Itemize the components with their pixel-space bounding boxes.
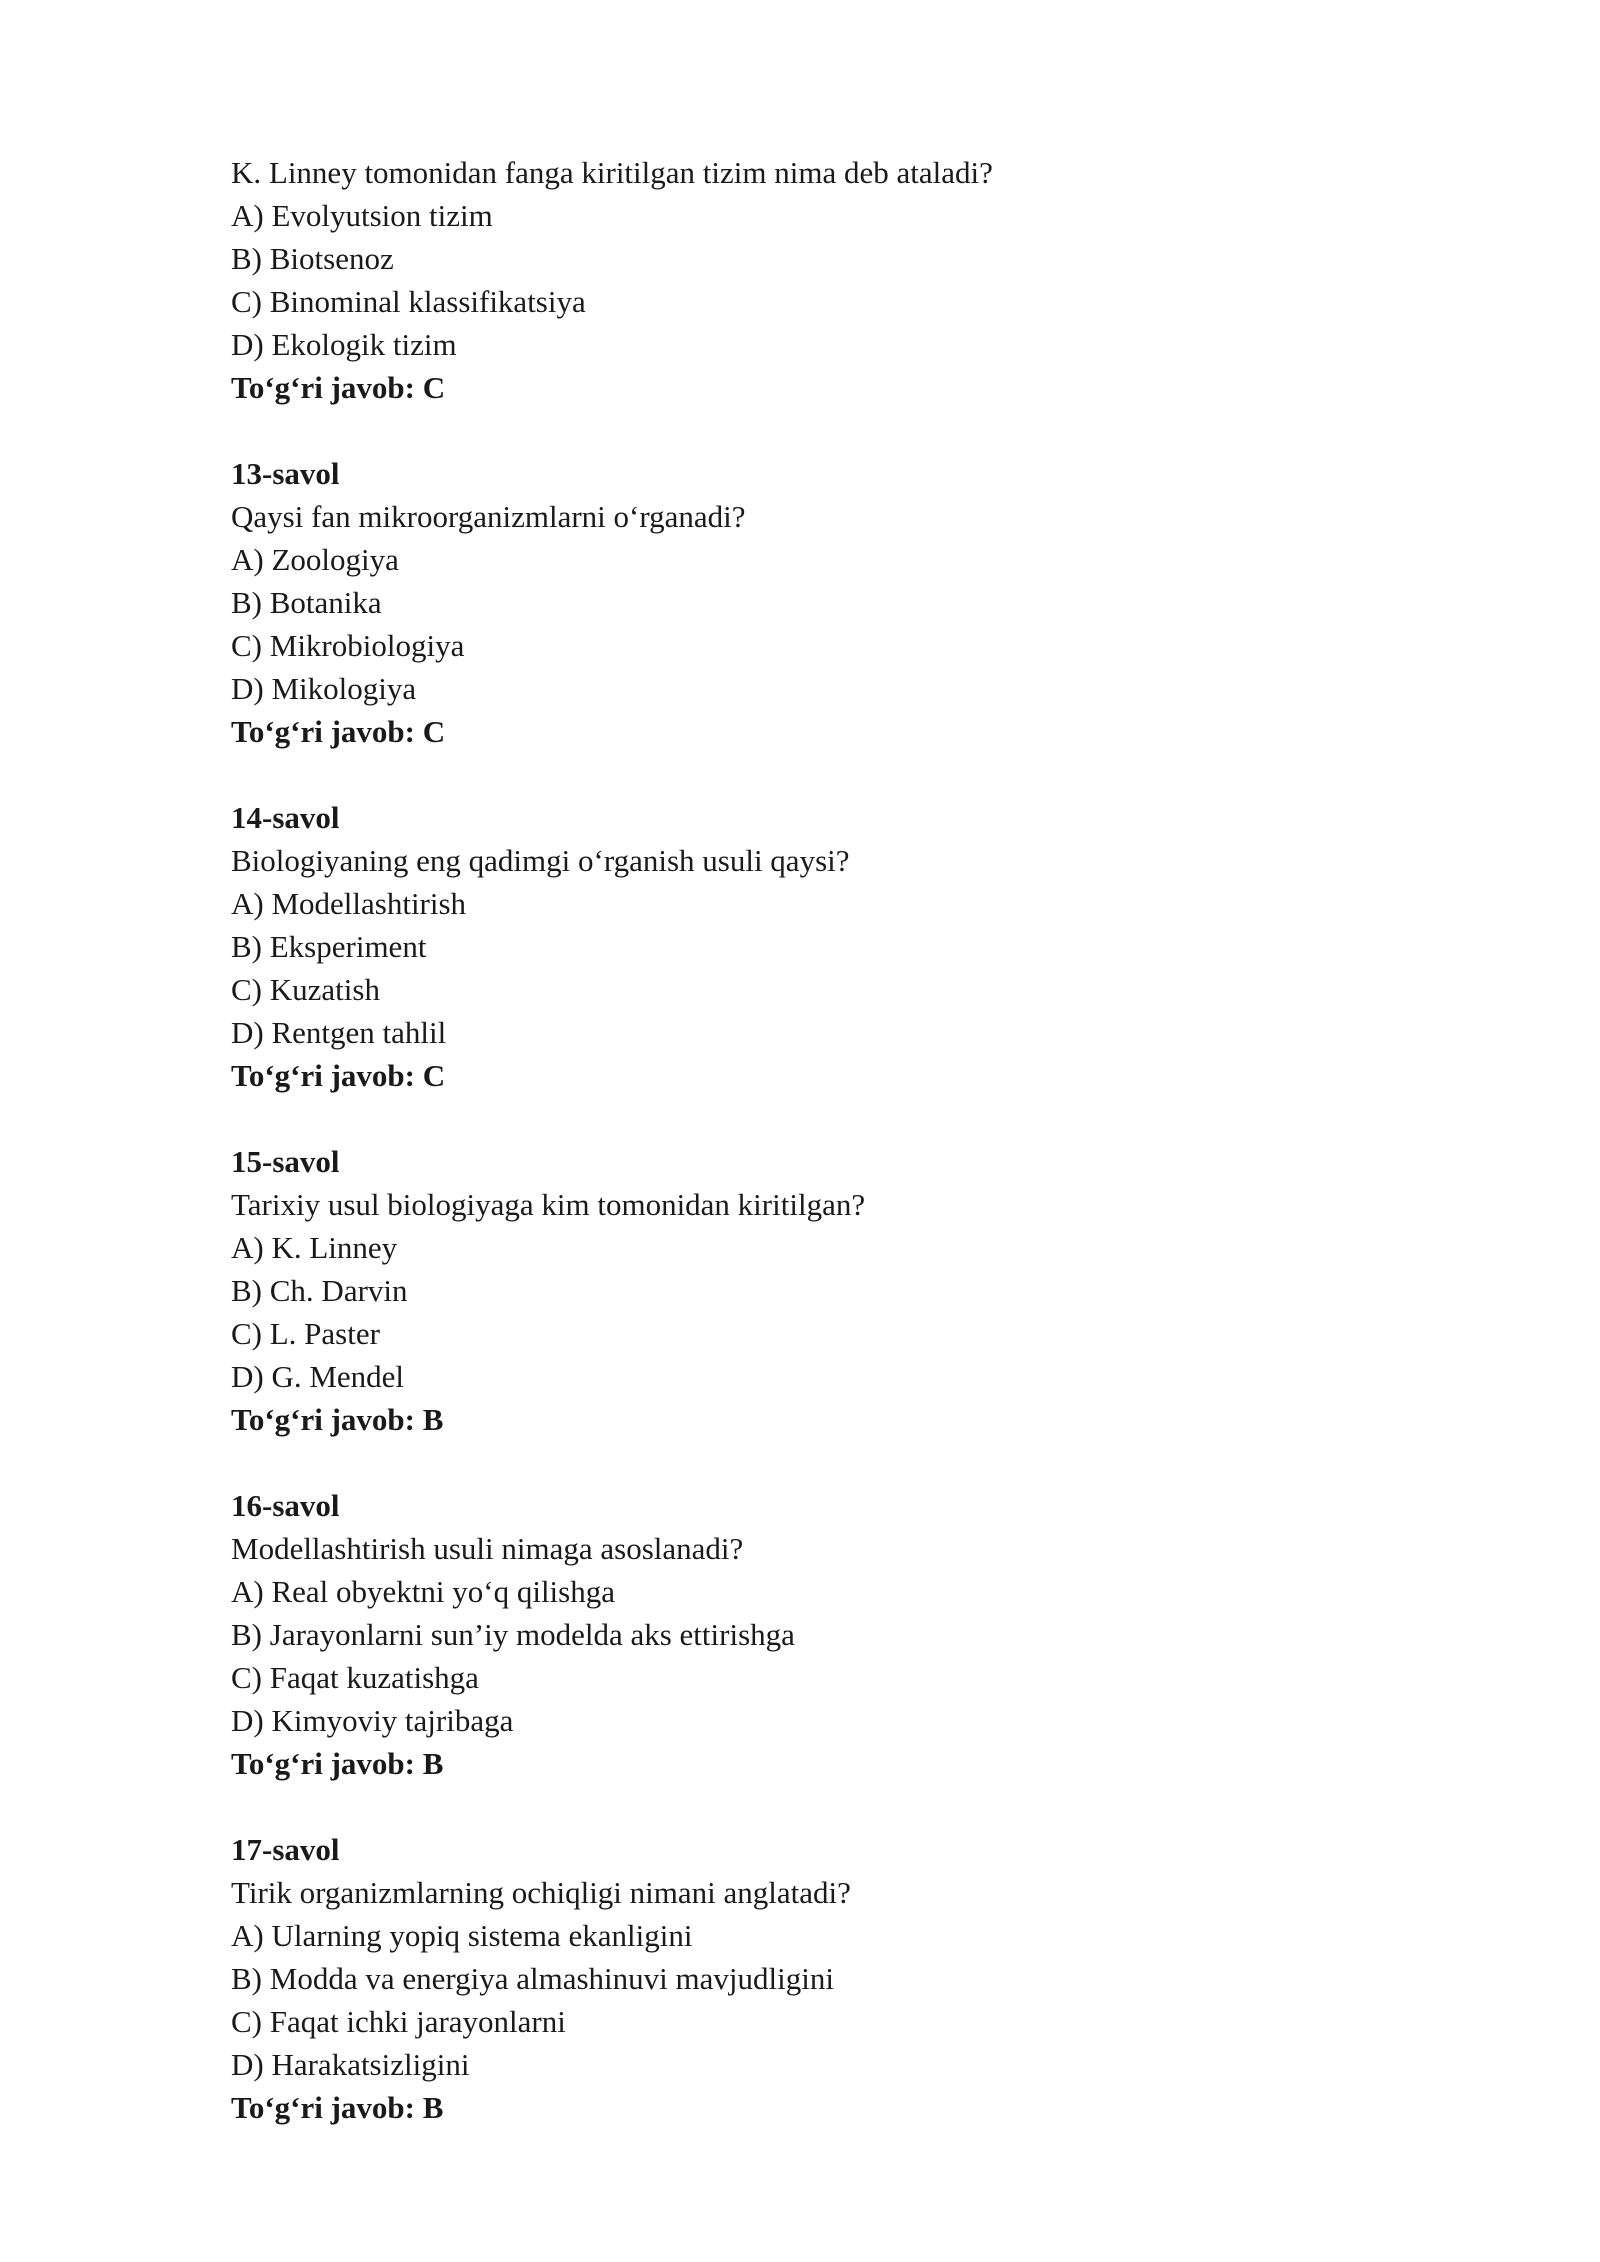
question-heading: 14-savol (231, 800, 340, 835)
option-a: A) Evolyutsion tizim (231, 198, 493, 233)
option-b: B) Ch. Darvin (231, 1273, 408, 1308)
question-heading: 13-savol (231, 456, 340, 491)
question-text: Tirik organizmlarning ochiqligi nimani anglatadi? (231, 1875, 851, 1910)
question-text: K. Linney tomonidan fanga kiritilgan tizim nima deb ataladi? (231, 155, 993, 190)
option-b: B) Botanika (231, 585, 382, 620)
correct-answer: To‘g‘ri javob: B (231, 1402, 444, 1437)
question-text: Modellashtirish usuli nimaga asoslanadi? (231, 1531, 744, 1566)
question-block (231, 1140, 1381, 1441)
option-b: B) Modda va energiya almashinuvi mavjudligini (231, 1961, 834, 1996)
correct-answer: To‘g‘ri javob: C (231, 1058, 446, 1093)
option-d: D) Harakatsizligini (231, 2047, 470, 2082)
correct-answer: To‘g‘ri javob: B (231, 2090, 444, 2125)
question-heading: 17-savol (231, 1832, 340, 1867)
question-heading: 15-savol (231, 1144, 340, 1179)
option-d: D) Mikologiya (231, 671, 417, 706)
correct-answer: To‘g‘ri javob: B (231, 1746, 444, 1781)
option-c: C) Faqat kuzatishga (231, 1660, 479, 1695)
option-d: D) Rentgen tahlil (231, 1015, 447, 1050)
option-a: A) Modellashtirish (231, 886, 467, 921)
question-text: Qaysi fan mikroorganizmlarni o‘rganadi? (231, 499, 746, 534)
option-a: A) Ularning yopiq sistema ekanligini (231, 1918, 693, 1953)
question-block (231, 1828, 1381, 2129)
document-content (231, 151, 1381, 2129)
option-c: C) Kuzatish (231, 972, 380, 1007)
block-spacer (231, 753, 1381, 796)
option-b: B) Eksperiment (231, 929, 427, 964)
block-spacer (231, 1785, 1381, 1828)
block-spacer (231, 1097, 1381, 1140)
option-d: D) Kimyoviy tajribaga (231, 1703, 514, 1738)
option-b: B) Jarayonlarni sun’iy modelda aks ettirishga (231, 1617, 795, 1652)
question-block (231, 1484, 1381, 1785)
block-spacer (231, 1441, 1381, 1484)
question-text: Tarixiy usul biologiyaga kim tomonidan kiritilgan? (231, 1187, 866, 1222)
question-heading: 16-savol (231, 1488, 340, 1523)
option-a: A) Real obyektni yo‘q qilishga (231, 1574, 615, 1609)
option-c: C) Faqat ichki jarayonlarni (231, 2004, 566, 2039)
block-spacer (231, 409, 1381, 452)
option-c: C) L. Paster (231, 1316, 380, 1351)
question-block (231, 796, 1381, 1097)
option-c: C) Mikrobiologiya (231, 628, 465, 663)
correct-answer: To‘g‘ri javob: C (231, 370, 446, 405)
question-block (231, 151, 1381, 409)
option-d: D) G. Mendel (231, 1359, 405, 1394)
correct-answer: To‘g‘ri javob: C (231, 714, 446, 749)
option-b: B) Biotsenoz (231, 241, 394, 276)
option-a: A) Zoologiya (231, 542, 399, 577)
option-c: C) Binominal klassifikatsiya (231, 284, 586, 319)
option-d: D) Ekologik tizim (231, 327, 457, 362)
option-a: A) K. Linney (231, 1230, 398, 1265)
question-text: Biologiyaning eng qadimgi o‘rganish usuli qaysi? (231, 843, 850, 878)
question-block (231, 452, 1381, 753)
